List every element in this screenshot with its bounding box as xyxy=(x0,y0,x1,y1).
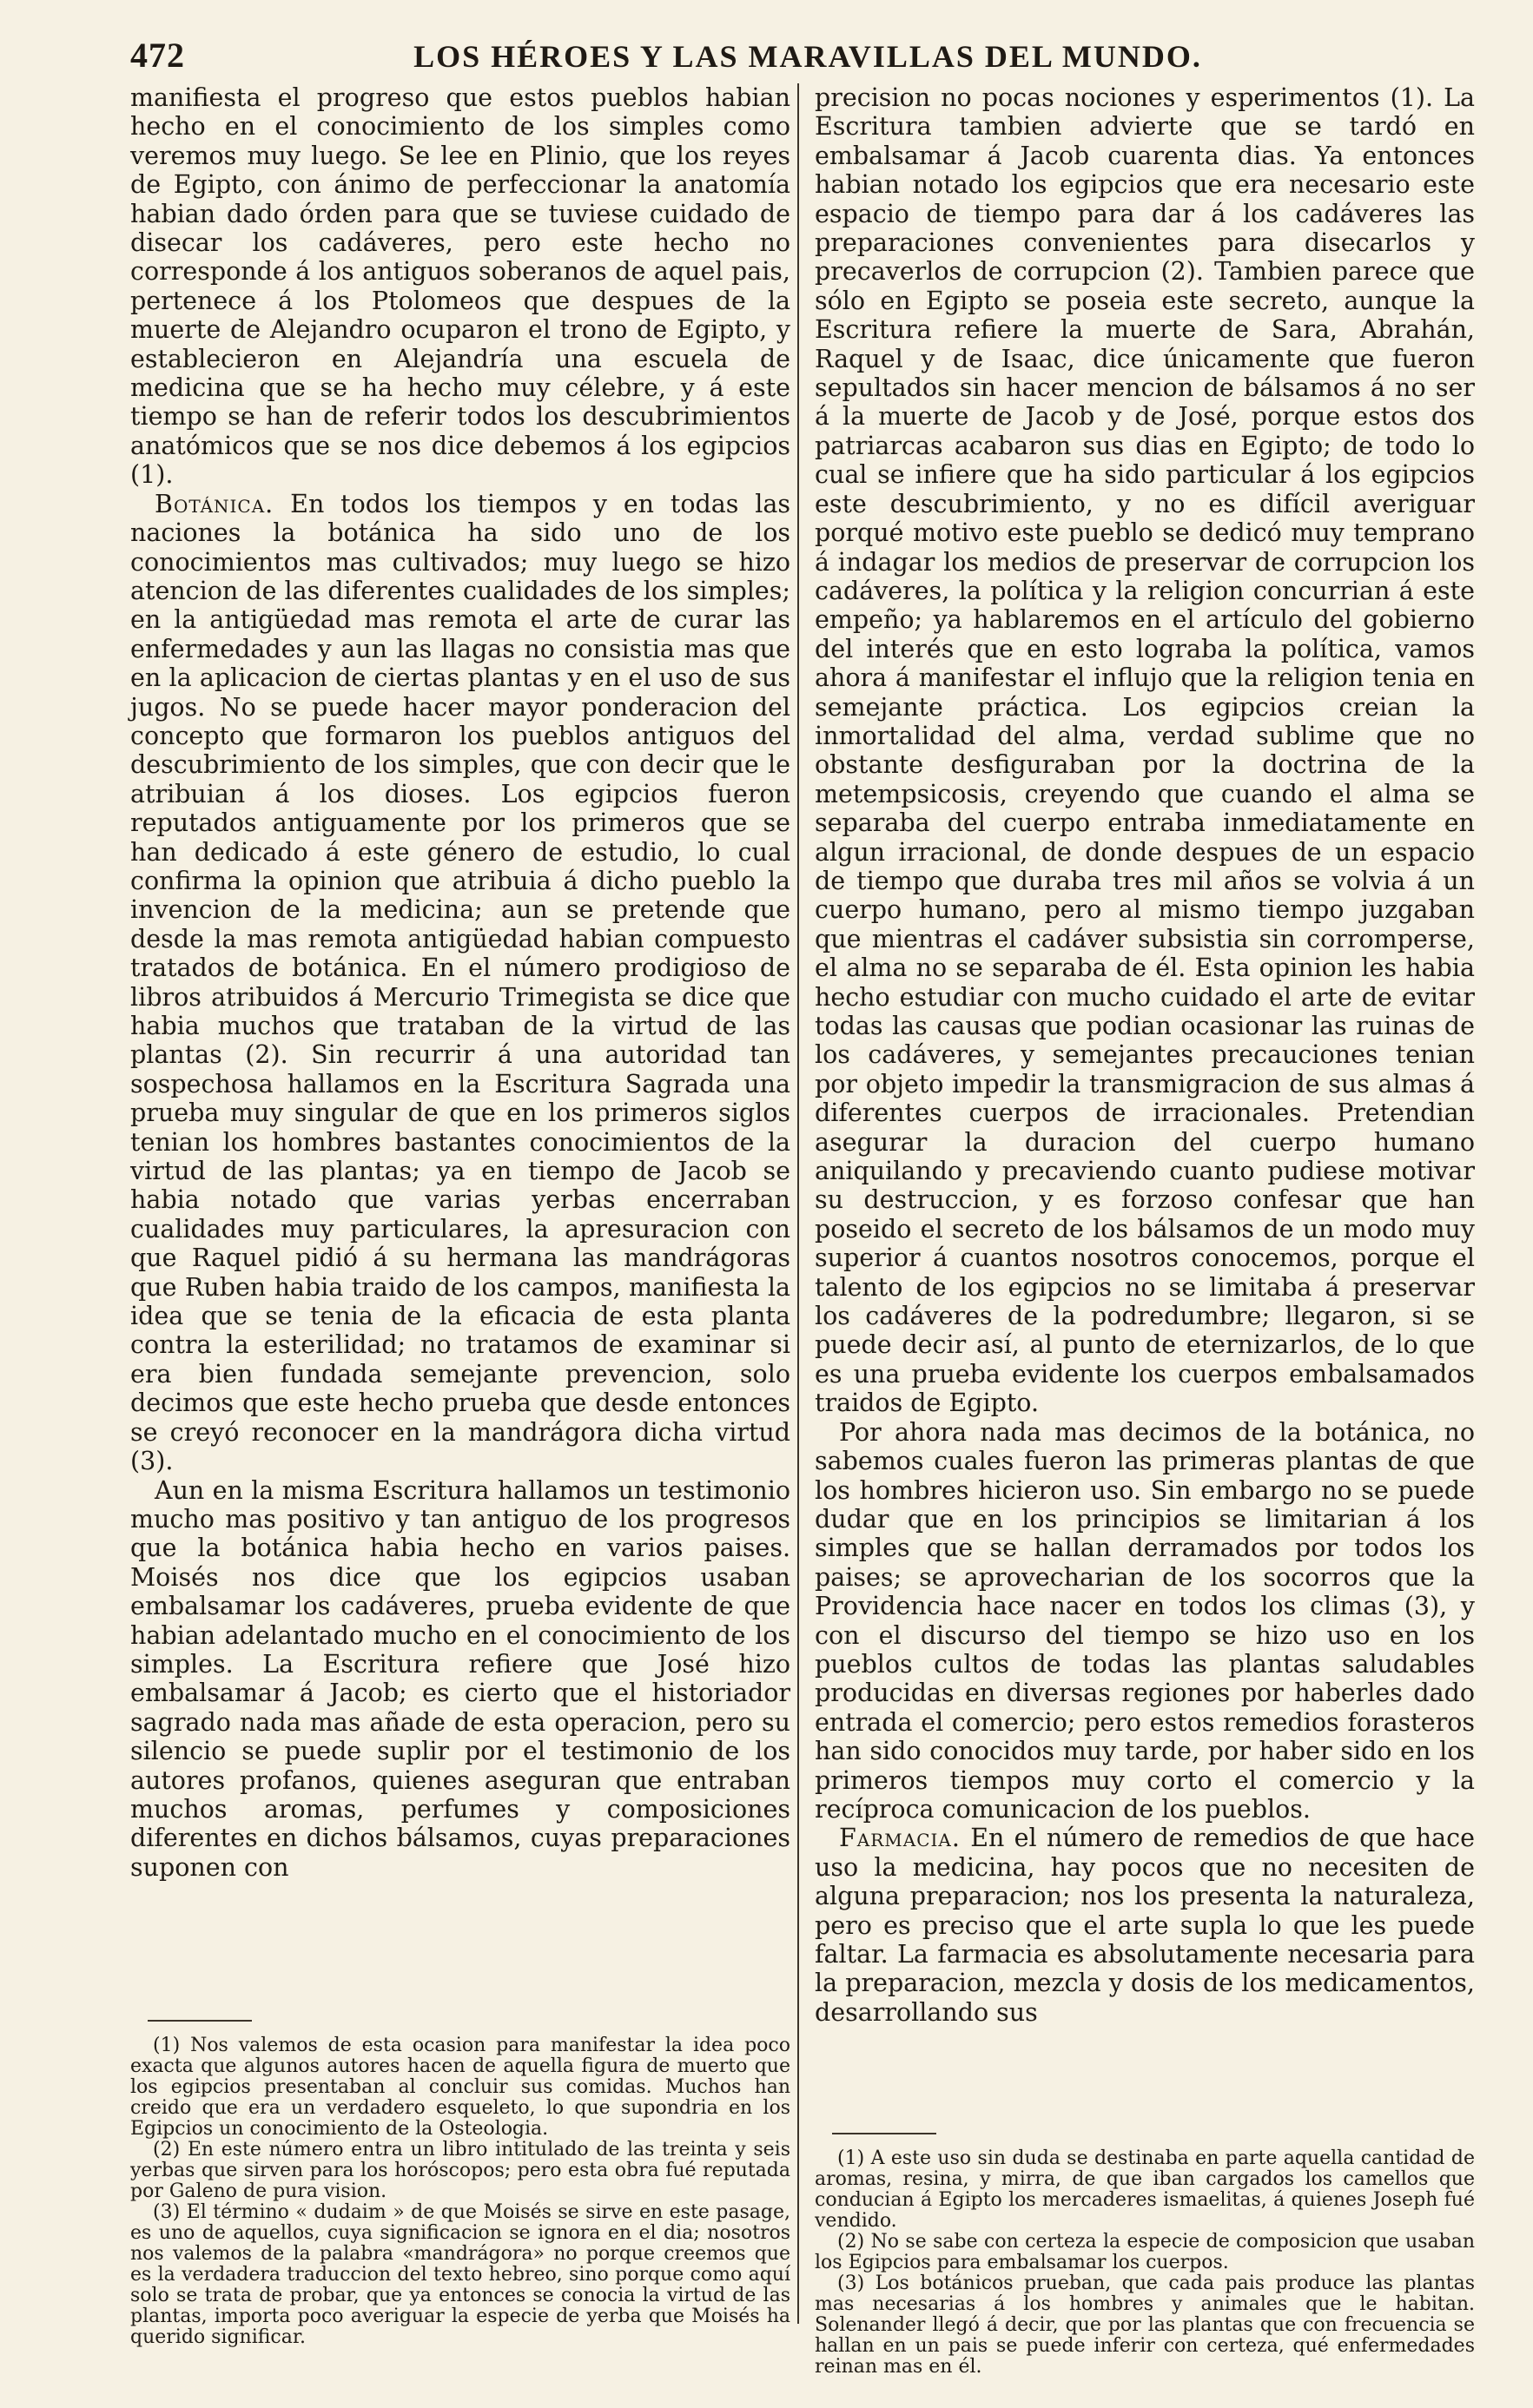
right-column xyxy=(815,83,1476,2378)
section-heading-botanica: Botánica. xyxy=(155,489,274,518)
page-header xyxy=(130,35,1485,87)
footnote: (3) Los botánicos prueban, que cada pais produce las plantas mas necesarias á los hombres y animales que le habitan. Solenander llegó á decir, que por las plantas que con frecuencia se hallan en un pais se puede inferir con certeza, qué enfermedades reinan mas en él. xyxy=(815,2273,1475,2378)
footnote: (3) El término « dudaim » de que Moisés se sirve en este pasage, es uno de aquellos, cuya significacion se ignora en el dia; nosotros nos valemos de la palabra «mandrágora» no porque creemos que es la verdadera traduccion del texto hebreo, sino porque como aquí solo se trata de probar, que ya entonces se conocia la virtud de las plantas, importa poco averiguar la especie de yerba que Moisés ha querido significar. xyxy=(130,2201,790,2348)
footnote: (2) En este número entra un libro intitulado de las treinta y seis yerbas que sirven para los horóscopos; pero esta obra fué reputada por Galeno de pura vision. xyxy=(130,2139,790,2202)
footnote: (1) Nos valemos de esta ocasion para manifestar la idea poco exacta que algunos autores hacen de aquella figura de muerto que los egipcios presentaban al concluir sus comidas. Muchos han creido que era un verdadero esqueleto, lo que supondria en los Egipcios un conocimiento de la Osteologia. xyxy=(130,2035,790,2140)
column-divider xyxy=(797,83,799,2324)
paragraph-text: En el número de remedios de que hace uso la medicina, hay pocos que no necesiten de alguna preparacion; nos los presenta la naturaleza, pero es preciso que el arte supla lo que les puede faltar. La farmacia es absolutamente necesaria para la preparacion, mezcla y dosis de los medicamentos, desarrollando sus xyxy=(815,1824,1476,2027)
paragraph-farmacia xyxy=(815,1824,1475,2027)
paragraph-text: En todos los tiempos y en todas las naciones la botánica ha sido uno de los conocimientos mas cultivados; muy luego se hizo atencion de las diferentes cualidades de los simples; en la antigüedad mas remota el arte de curar las enfermedades y aun las llagas no consistia mas que en la aplicacion de ciertas plantas y en el uso de sus jugos. No se puede hacer mayor ponderacion del concepto que formaron los pueblos antiguos del descubrimiento de los simples, que con decir que le atribuian á los dioses. Los egipcios fueron reputados antiguamente por los primeros que se han dedicado á este género de estudio, lo cual confirma la opinion que atribuia á dicho pueblo la invencion de la medicina; aun se pretende que desde la mas remota antigüedad habian compuesto tratados de botánica. En el número prodigioso de libros atribuidos á Mercurio Trimegista se dice que habia muchos que trataban de la virtud de las plantas (2). Sin recurrir á una autoridad tan sospechosa hallamos en la Escritura Sagrada una prueba muy singular de que en los primeros siglos tenian los hombres bastantes conocimientos de la virtud de las plantas; ya en tiempo de Jacob se habia notado que varias yerbas encerraban cualidades muy particulares, la apresuracion con que Raquel pidió á su hermana las mandrágoras que Ruben habia traido de los campos, manifiesta la idea que se tenia de la eficacia de esta planta contra la esterilidad; no tratamos de examinar si era bien fundada semejante prevencion, solo decimos que este hecho prueba que desde entonces se creyó reconocer en la mandrágora dicha virtud (3). xyxy=(130,489,790,1476)
left-column-body xyxy=(130,83,790,1882)
footnote: (1) A este uso sin duda se destinaba en parte aquella cantidad de aromas, resina, y mirra, de que iban cargados los camellos que conducian á Egipto los mercaderes ismaelitas, á quienes Joseph fué vendido. xyxy=(815,2147,1475,2232)
right-footnotes xyxy=(815,2133,1475,2378)
right-column-body xyxy=(815,83,1475,2027)
left-footnotes xyxy=(130,2020,790,2348)
footnote-rule xyxy=(832,2133,936,2134)
page-number: 472 xyxy=(130,36,185,75)
footnote-rule xyxy=(148,2020,252,2022)
footnote: (2) No se sabe con certeza la especie de composicion que usaban los Egipcios para embalsamar los cuerpos. xyxy=(815,2231,1475,2273)
left-column xyxy=(130,83,790,2348)
section-heading-farmacia: Farmacia. xyxy=(839,1824,961,1853)
paragraph: manifiesta el progreso que estos pueblos habian hecho en el conocimiento de los simples como veremos muy luego. Se lee en Plinio, que los reyes de Egipto, con ánimo de perfeccionar la anatomía habian dado órden para que se tuviese cuidado de disecar los cadáveres, pero este hecho no corresponde á los antiguos soberanos de aquel pais, pertenece á los Ptolomeos que despues de la muerte de Alejandro ocuparon el trono de Egipto, y establecieron en Alejandría una escuela de medicina que se ha hecho muy célebre, y á este tiempo se han de referir todos los descubrimientos anatómicos que se nos dice debemos á los egipcios (1). xyxy=(130,83,790,490)
paragraph: Aun en la misma Escritura hallamos un testimonio mucho mas positivo y tan antiguo de los progresos que la botánica habia hecho en varios paises. Moisés nos dice que los egipcios usaban embalsamar los cadáveres, prueba evidente de que habian adelantado mucho en el conocimiento de los simples. La Escritura refiere que José hizo embalsamar á Jacob; es cierto que el historiador sagrado nada mas añade de esta operacion, pero su silencio se puede suplir por el testimonio de los autores profanos, quienes aseguran que entraban muchos aromas, perfumes y composiciones diferentes en dichos bálsamos, cuyas preparaciones suponen con xyxy=(130,1475,790,1882)
running-title: LOS HÉROES Y LAS MARAVILLAS DEL MUNDO. xyxy=(413,39,1202,74)
paragraph: precision no pocas nociones y esperimentos (1). La Escritura tambien advierte que se tardó en embalsamar á Jacob cuarenta dias. Ya entonces habian notado los egipcios que era necesario este espacio de tiempo para dar á los cadáveres las preparaciones convenientes para disecarlos y precaverlos de corrupcion (2). Tambien parece que sólo en Egipto se poseia este secreto, aunque la Escritura refiere la muerte de Sara, Abrahán, Raquel y de Isaac, dice únicamente que fueron sepultados sin hacer mencion de bálsamos á no ser á la muerte de Jacob y de José, porque estos dos patriarcas acabaron sus dias en Egipto; de todo lo cual se infiere que ha sido particular á los egipcios este descubrimiento, y no es difícil averiguar porqué motivo este pueblo se dedicó muy temprano á indagar los medios de preservar de corrupcion los cadáveres, la política y la religion concurrian á este empeño; ya hablaremos en el artículo del gobierno del interés que en esto lograba la política, vamos ahora á manifestar el influjo que la religion tenia en semejante práctica. Los egipcios creian la inmortalidad del alma, verdad sublime que no obstante desfiguraban por la doctrina de la metempsicosis, creyendo que cuando el alma se separaba del cuerpo entraba inmediatamente en algun irracional, de donde despues de un espacio de tiempo que duraba tres mil años se volvia á un cuerpo humano, pero al mismo tiempo juzgaban que mientras el cadáver subsistia sin corromperse, el alma no se separaba de él. Esta opinion les habia hecho estudiar con mucho cuidado el arte de evitar todas las causas que podian ocasionar las ruinas de los cadáveres, y semejantes precauciones tenian por objeto impedir la transmigracion de sus almas á diferentes cuerpos de irracionales. Pretendian asegurar la duracion del cuerpo humano aniquilando y precaviendo cuanto pudiese motivar su destruccion, y es forzoso confesar que han poseido el secreto de los bálsamos de un modo muy superior á cuantos nosotros conocemos, porque el talento de los egipcios no se limitaba á preservar los cadáveres de la podredumbre; llegaron, si se puede decir así, al punto de eternizarlos, de lo que es una prueba evidente los cuerpos embalsamados traidos de Egipto. xyxy=(815,83,1475,1418)
paragraph: Por ahora nada mas decimos de la botánica, no sabemos cuales fueron las primeras plantas de que los hombres hicieron uso. Sin embargo no se puede dudar que en los principios se limitarian á los simples que se hallan derramados por todos los paises; se aprovecharian de los socorros que la Providencia hace nacer en todos los climas (3), y con el discurso del tiempo se hizo uso en los pueblos cultos de todas las plantas saludables producidas en diversas regiones por haberles dado entrada el comercio; pero estos remedios forasteros han sido conocidos muy tarde, por haber sido en los primeros tiempos muy corto el comercio y la recíproca comunicacion de los pueblos. xyxy=(815,1417,1475,1824)
paragraph-botanica xyxy=(130,490,790,1476)
